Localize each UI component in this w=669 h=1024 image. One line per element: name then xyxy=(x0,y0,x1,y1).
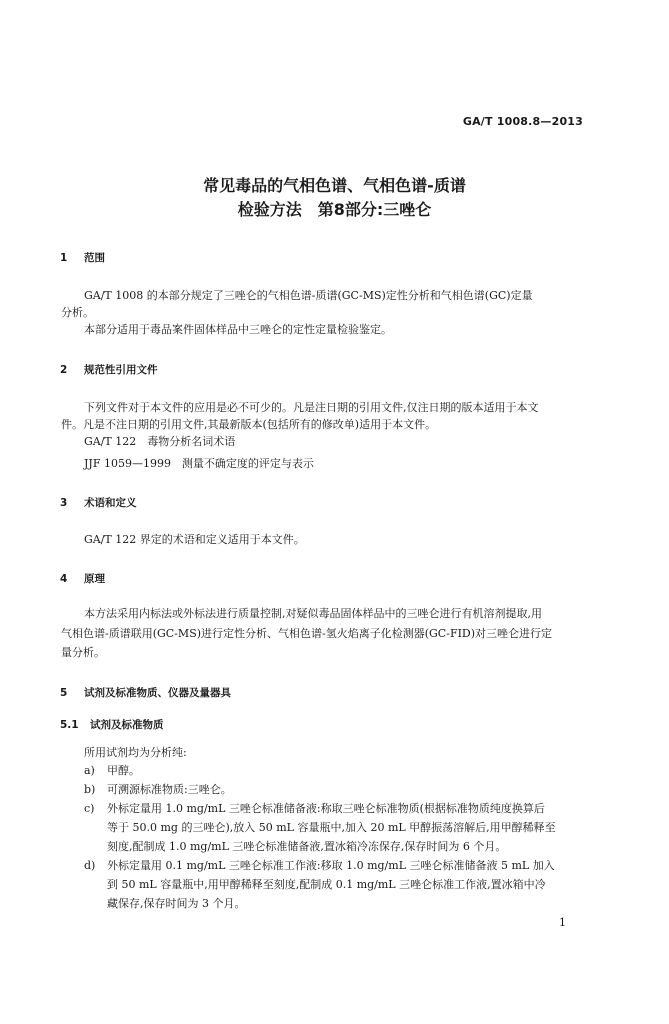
section-title: 原理 xyxy=(84,573,105,585)
list-item-text: 甲醇。 xyxy=(107,764,140,777)
section-1-heading xyxy=(60,250,105,265)
list-item xyxy=(84,783,232,797)
section-number: 1 xyxy=(60,252,68,264)
paragraph-line: 下列文件对于本文件的应用是必不可少的。凡是注日期的引用文件,仅注日期的版本适用于本文 xyxy=(84,401,539,414)
reference-item: GA/T 122 毒物分析名词术语 xyxy=(84,435,236,448)
section-number: 2 xyxy=(60,364,68,376)
paragraph-line: 本部分适用于毒品案件固体样品中三唑仑的定性定量检验鉴定。 xyxy=(84,323,392,336)
paragraph-line: 件。凡是不注日期的引用文件,其最新版本(包括所有的修改单)适用于本文件。 xyxy=(61,418,437,431)
reference-item: JJF 1059—1999 测量不确定度的评定与表示 xyxy=(84,457,314,470)
paragraph-line: 分析。 xyxy=(61,306,94,319)
section-2-heading xyxy=(60,362,158,377)
list-item-text: 外标定量用 1.0 mg/mL 三唑仑标准储备液:称取三唑仑标准物质(根据标准物质纯度换算后 xyxy=(107,802,545,815)
list-item-label: c) xyxy=(84,802,95,815)
paragraph-line: 气相色谱-质谱联用(GC-MS)进行定性分析、气相色谱-氢火焰离子化检测器(GC-FID)对三唑仑进行定 xyxy=(61,627,553,640)
list-item-text: 可溯源标准物质:三唑仑。 xyxy=(107,783,232,796)
paragraph-line: GA/T 122 界定的术语和定义适用于本文件。 xyxy=(84,533,305,546)
section-title: 术语和定义 xyxy=(84,497,137,509)
section-5-1-heading xyxy=(60,717,164,732)
section-4-heading xyxy=(60,571,105,586)
list-item-label: a) xyxy=(84,764,95,777)
list-item xyxy=(84,764,140,778)
list-item xyxy=(84,859,555,873)
section-3-heading xyxy=(60,495,137,510)
paragraph-line: 本方法采用内标法或外标法进行质量控制,对疑似毒品固体样品中的三唑仑进行有机溶剂提取,用 xyxy=(84,607,542,620)
list-item-continuation: 刻度,配制成 1.0 mg/mL 三唑仑标准储备液,置冰箱冷冻保存,保存时间为 6 个月。 xyxy=(107,840,507,853)
list-item-text: 外标定量用 0.1 mg/mL 三唑仑标准工作液:移取 1.0 mg/mL 三唑仑标准储备液 5 mL 加入 xyxy=(107,859,555,872)
section-number: 5.1 xyxy=(60,719,79,731)
section-title: 试剂及标准物质 xyxy=(90,719,164,731)
section-title: 范围 xyxy=(84,252,105,264)
section-5-heading xyxy=(60,685,231,700)
list-item-label: d) xyxy=(84,859,96,872)
section-title: 规范性引用文件 xyxy=(84,364,158,376)
section-number: 3 xyxy=(60,497,68,509)
paragraph-line: 量分析。 xyxy=(61,646,105,659)
paragraph-line: 所用试剂均为分析纯: xyxy=(84,746,187,759)
list-item-continuation: 到 50 mL 容量瓶中,用甲醇稀释至刻度,配制成 0.1 mg/mL 三唑仑标准工作液,置冰箱中冷 xyxy=(107,878,546,891)
document-title-line-1: 常见毒品的气相色谱、气相色谱-质谱 xyxy=(203,176,466,195)
list-item-continuation: 藏保存,保存时间为 3 个月。 xyxy=(107,897,246,910)
section-number: 5 xyxy=(60,687,68,699)
document-title-line-2: 检验方法 第8部分:三唑仑 xyxy=(237,200,432,219)
paragraph-line: GA/T 1008 的本部分规定了三唑仑的气相色谱-质谱(GC-MS)定性分析和气相色谱(GC)定量 xyxy=(84,289,533,302)
list-item xyxy=(84,802,545,816)
list-item-label: b) xyxy=(84,783,96,796)
list-item-continuation: 等于 50.0 mg 的三唑仑),放入 50 mL 容量瓶中,加入 20 mL 甲醇振荡溶解后,用甲醇稀释至 xyxy=(107,821,556,834)
page-number: 1 xyxy=(559,916,566,929)
section-number: 4 xyxy=(60,573,68,585)
standard-code: GA/T 1008.8—2013 xyxy=(462,115,583,128)
section-title: 试剂及标准物质、仪器及量器具 xyxy=(84,687,231,699)
